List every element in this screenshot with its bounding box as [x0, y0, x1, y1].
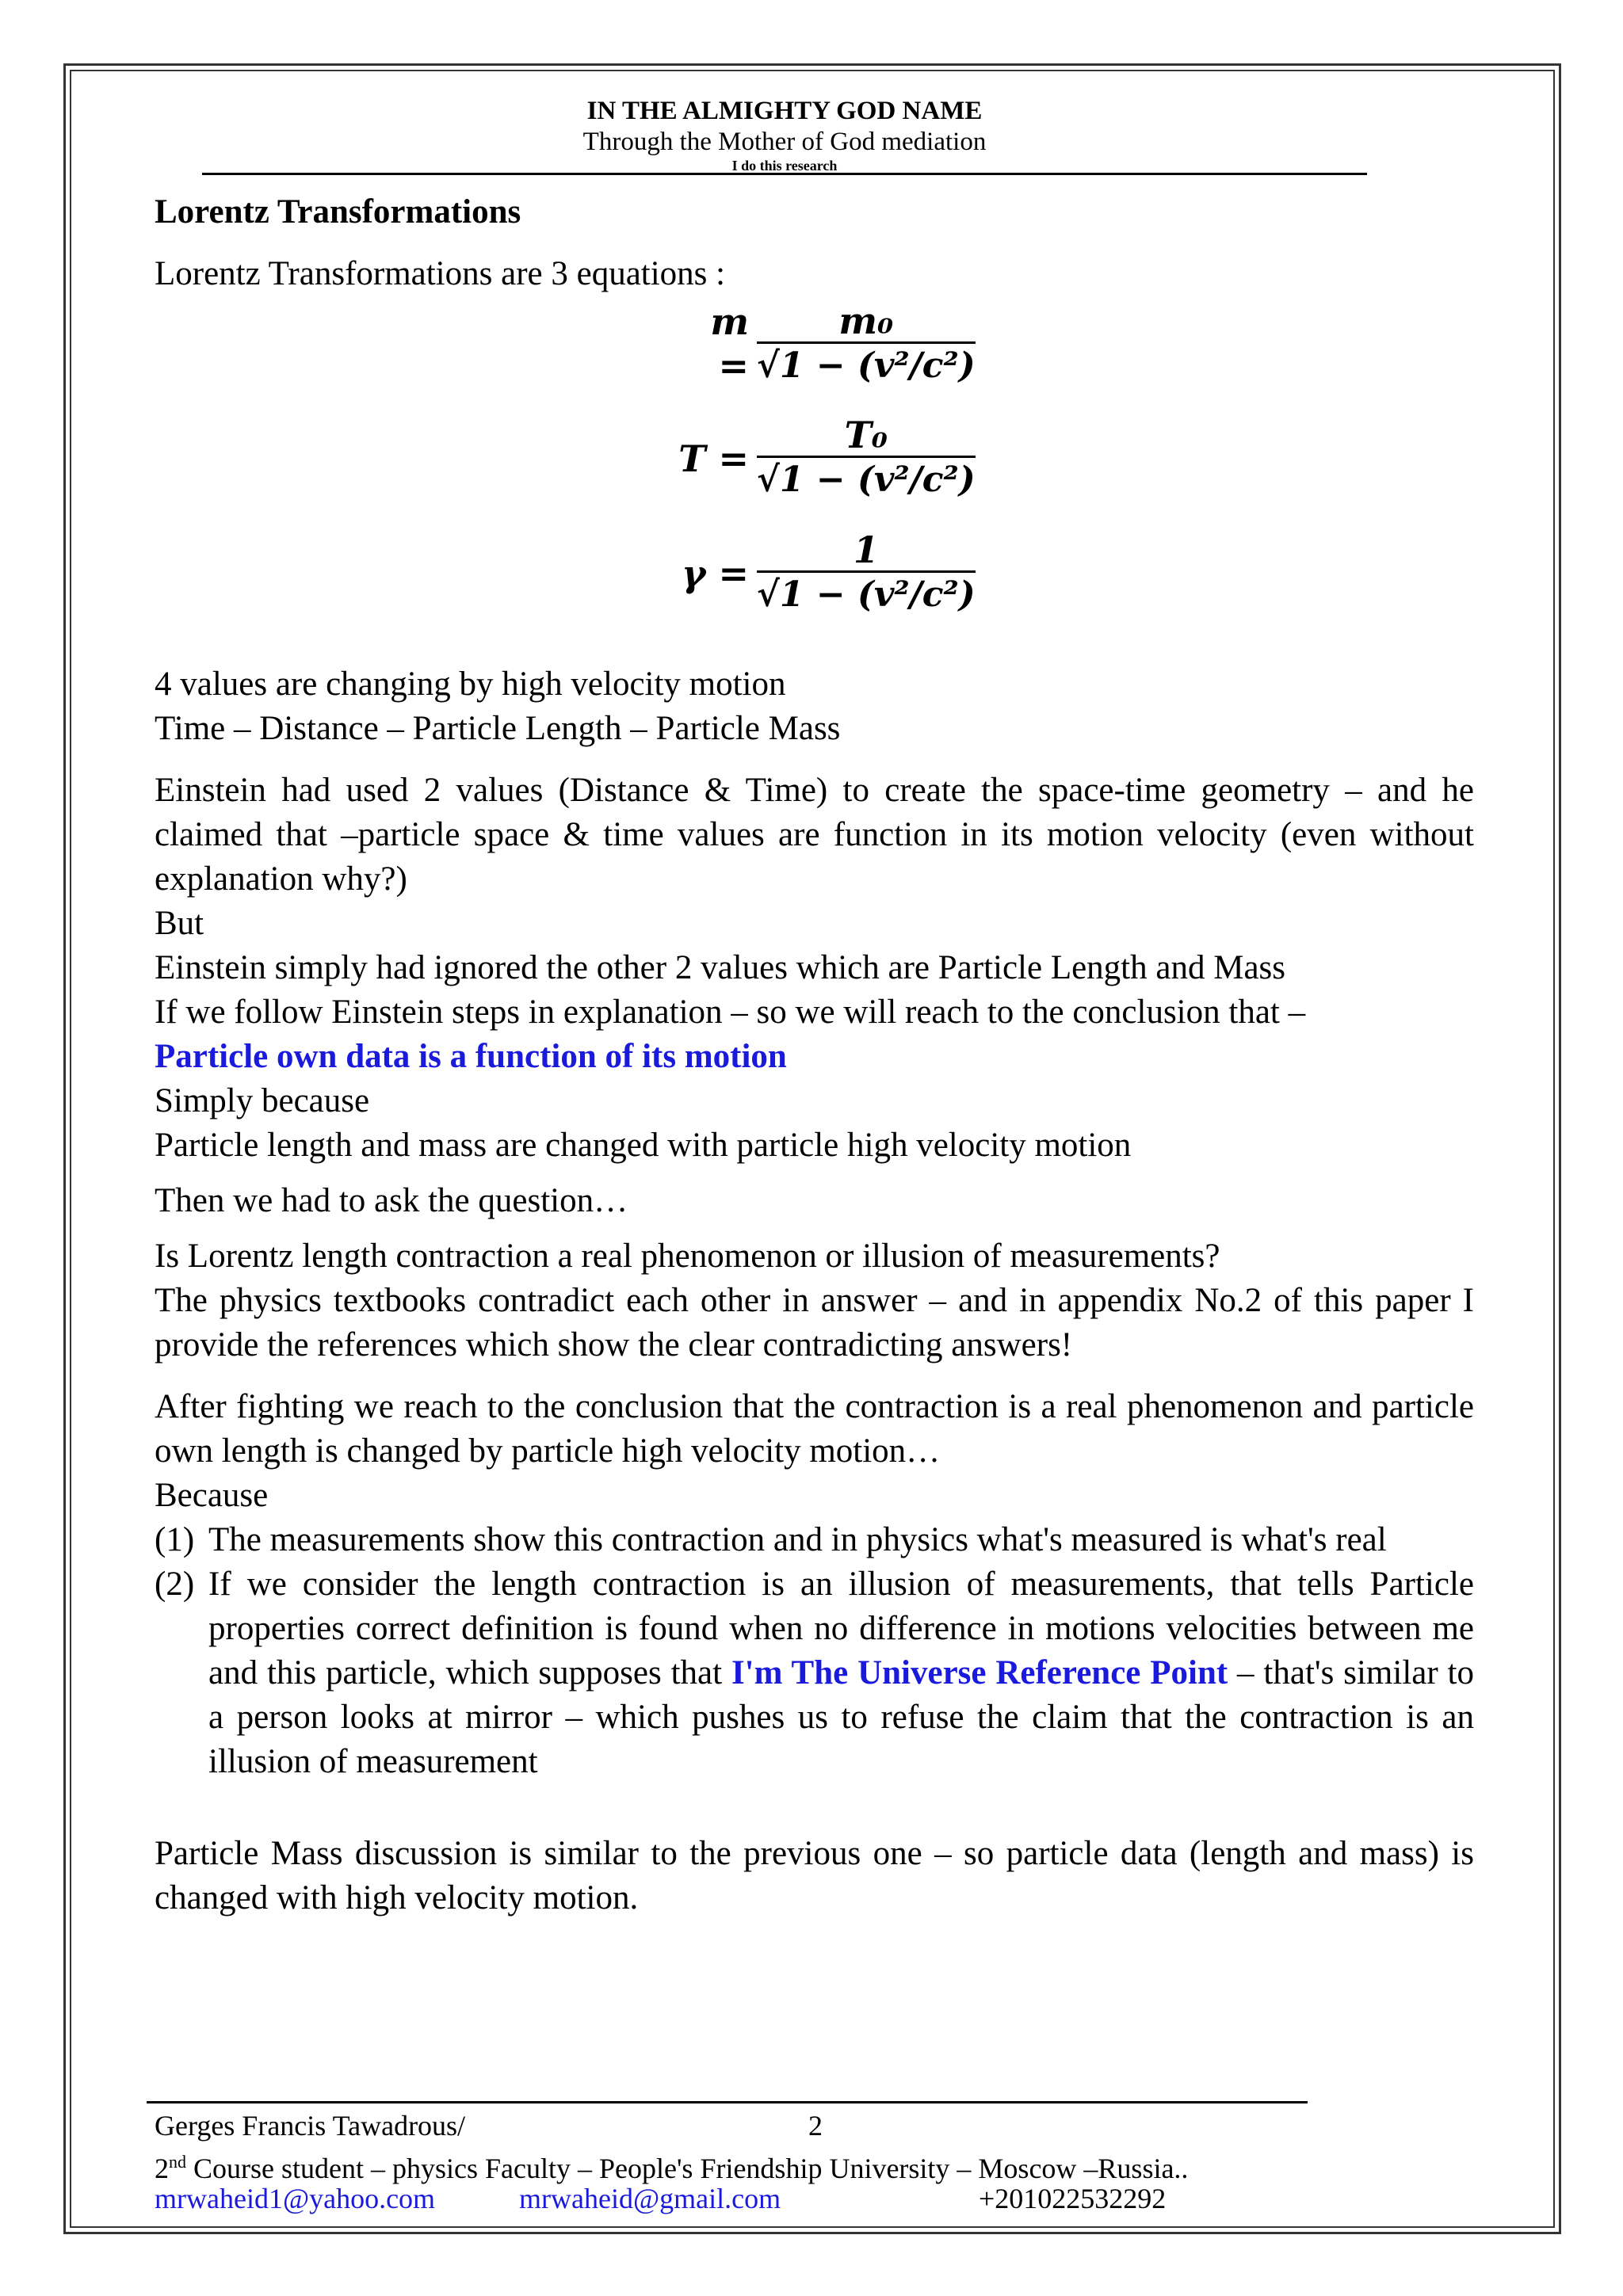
list-marker: (1)	[155, 1521, 195, 1558]
equation-gamma	[674, 529, 976, 617]
footer-author: Gerges Francis Tawadrous/	[155, 2110, 466, 2142]
paragraph: The physics textbooks contradict each other in answer – and in appendix No.2 of this paper I provide the references which show the clear contradicting answers!	[155, 1282, 1474, 1363]
main-content	[155, 190, 1474, 1920]
paragraph: Einstein simply had ignored the other 2 values which are Particle Length and Mass	[155, 949, 1285, 986]
list-item	[155, 1562, 1474, 1784]
paragraph: Particle length and mass are changed with particle high velocity motion	[155, 1127, 1132, 1164]
equation-denominator: √1 − (v²/c²)	[757, 460, 976, 500]
phone-number: +201022532292	[979, 2183, 1167, 2214]
equation-lhs: m =	[710, 300, 749, 387]
equation-denominator: √1 − (v²/c²)	[757, 345, 976, 386]
list-text	[208, 1562, 1474, 1784]
list-marker: (2)	[155, 1566, 195, 1603]
equation-numerator: T₀	[844, 414, 888, 456]
paragraph: Simply because	[155, 1082, 370, 1119]
paragraph: Then we had to ask the question…	[155, 1182, 628, 1219]
equation-numerator: 1	[853, 528, 879, 571]
equation-lhs: T =	[678, 437, 749, 480]
list-text: The measurements show this contraction and in physics what's measured is what's real	[208, 1521, 1387, 1558]
equation-time	[674, 414, 976, 502]
course-text: Course student – physics Faculty – People's Friendship University – Moscow –Russia..	[186, 2153, 1189, 2184]
list-item	[155, 1518, 1474, 1562]
section-heading: Lorentz Transformations	[155, 193, 521, 231]
list-text-part: – that's similar to a person looks at mirror – which pushes us to refuse the claim that the contraction is an illusion of measurement	[208, 1654, 1474, 1780]
paragraph: Is Lorentz length contraction a real phenomenon or illusion of measurements?	[155, 1238, 1220, 1275]
equation-mass	[674, 299, 976, 388]
intro-text: Lorentz Transformations are 3 equations :	[155, 255, 726, 292]
highlight-text: Particle own data is a function of its motion	[155, 1038, 787, 1075]
email-link-yahoo[interactable]: mrwaheid1@yahoo.com	[155, 2183, 436, 2214]
paragraph: Particle Mass discussion is similar to the previous one – so particle data (length and mass) is changed with high velocity motion.	[155, 1835, 1474, 1917]
paragraph: After fighting we reach to the conclusion that the contraction is a real phenomenon and particle own length is changed by particle high velocity motion…	[155, 1388, 1474, 1470]
header-title: IN THE ALMIGHTY GOD NAME	[586, 97, 983, 125]
course-suffix: nd	[169, 2152, 186, 2172]
email-link-gmail[interactable]: mrwaheid@gmail.com	[519, 2183, 781, 2214]
list-text-part: If we consider the length contraction is an illusion of measurements, that tells Particle properties correct definition is found when no difference in motions velocities between me and this particle, which supposes that	[208, 1566, 1474, 1691]
equation-block	[674, 299, 1474, 640]
paragraph: Time – Distance – Particle Length – Particle Mass	[155, 710, 841, 747]
equation-numerator: m₀	[838, 299, 894, 342]
equation-denominator: √1 − (v²/c²)	[757, 574, 976, 615]
paragraph: 4 values are changing by high velocity motion	[155, 666, 786, 703]
paragraph: But	[155, 905, 204, 942]
header-note: I do this research	[731, 158, 838, 174]
course-number: 2	[155, 2153, 169, 2184]
page-header	[202, 95, 1367, 175]
paragraph: Einstein had used 2 values (Distance & Time) to create the space-time geometry – and he claimed that –particle space & time values are function in its motion velocity (even without explanation why?)	[155, 772, 1474, 898]
page-number: 2	[808, 2110, 823, 2142]
footer-course	[155, 2153, 1188, 2184]
equation-lhs: γ =	[682, 551, 749, 595]
footer-rule	[147, 2101, 1308, 2103]
page-footer	[155, 2107, 1502, 2217]
highlight-text: I'm The Universe Reference Point	[731, 1654, 1228, 1691]
paragraph: Because	[155, 1477, 269, 1514]
paragraph: If we follow Einstein steps in explanation – so we will reach to the conclusion that –	[155, 994, 1306, 1031]
header-subtitle: Through the Mother of God mediation	[582, 128, 987, 156]
